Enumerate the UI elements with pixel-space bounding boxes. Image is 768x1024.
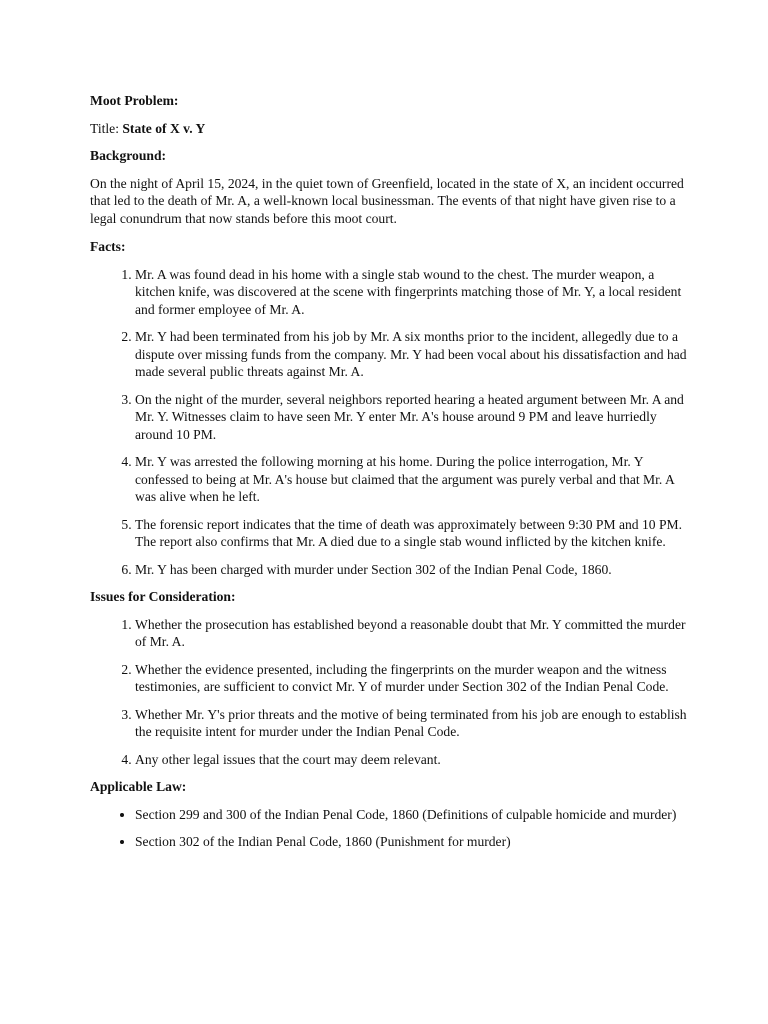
fact-item: 4. Mr. Y was arrested the following morning at his home. During the police interrogation, Mr. Y confessed to being at Mr. A's house but claimed that the argument was purely verbal and that Mr. A was alive when he left. bbox=[135, 453, 688, 506]
applicable-law-heading: Applicable Law: bbox=[90, 779, 187, 794]
issues-list bbox=[90, 616, 688, 769]
fact-item: 6. Mr. Y has been charged with murder under Section 302 of the Indian Penal Code, 1860. bbox=[135, 561, 688, 579]
facts-heading: Facts: bbox=[90, 239, 126, 254]
case-title: State of X v. Y bbox=[122, 120, 206, 136]
issue-item: 4. Any other legal issues that the court may deem relevant. bbox=[135, 751, 688, 769]
issue-item: 2. Whether the evidence presented, including the fingerprints on the murder weapon and the witness testimonies, are sufficient to convict Mr. Y of murder under Section 302 of the Indian Penal Code. bbox=[135, 661, 688, 696]
title-label: Title: bbox=[90, 120, 123, 136]
law-item: • Section 299 and 300 of the Indian Penal Code, 1860 (Definitions of culpable homicide and murder) bbox=[135, 806, 688, 824]
fact-item: 5. The forensic report indicates that the time of death was approximately between 9:30 PM and 10 PM. The report also confirms that Mr. A died due to a single stab wound inflicted by the kitchen knife. bbox=[135, 516, 688, 551]
background-paragraph: On the night of April 15, 2024, in the quiet town of Greenfield, located in the state of X, an incident occurred that led to the death of Mr. A, a well-known local businessman. The events of that night have given rise to a legal conundrum that now stands before this moot court. bbox=[90, 175, 684, 226]
issue-item: 3. Whether Mr. Y's prior threats and the motive of being terminated from his job are enough to establish the requisite intent for murder under the Indian Penal Code. bbox=[135, 706, 688, 741]
law-item: • Section 302 of the Indian Penal Code, 1860 (Punishment for murder) bbox=[135, 833, 688, 851]
title-line bbox=[90, 120, 688, 138]
moot-problem-heading: Moot Problem: bbox=[90, 93, 179, 108]
fact-item: 2. Mr. Y had been terminated from his job by Mr. A six months prior to the incident, allegedly due to a dispute over missing funds from the company. Mr. Y had been vocal about his dissatisfaction and had made several public threats against Mr. A. bbox=[135, 328, 688, 381]
issue-item: 1. Whether the prosecution has established beyond a reasonable doubt that Mr. Y committed the murder of Mr. A. bbox=[135, 616, 688, 651]
applicable-law-list bbox=[90, 806, 688, 851]
fact-item: 1. Mr. A was found dead in his home with a single stab wound to the chest. The murder weapon, a kitchen knife, was discovered at the scene with fingerprints matching those of Mr. Y, a local resident and former employee of Mr. A. bbox=[135, 266, 688, 319]
background-heading: Background: bbox=[90, 148, 167, 163]
issues-heading: Issues for Consideration: bbox=[90, 589, 236, 604]
fact-item: 3. On the night of the murder, several neighbors reported hearing a heated argument between Mr. A and Mr. Y. Witnesses claim to have seen Mr. Y enter Mr. A's house around 9 PM and leave hurriedly around 10 PM. bbox=[135, 391, 688, 444]
facts-list bbox=[90, 266, 688, 579]
